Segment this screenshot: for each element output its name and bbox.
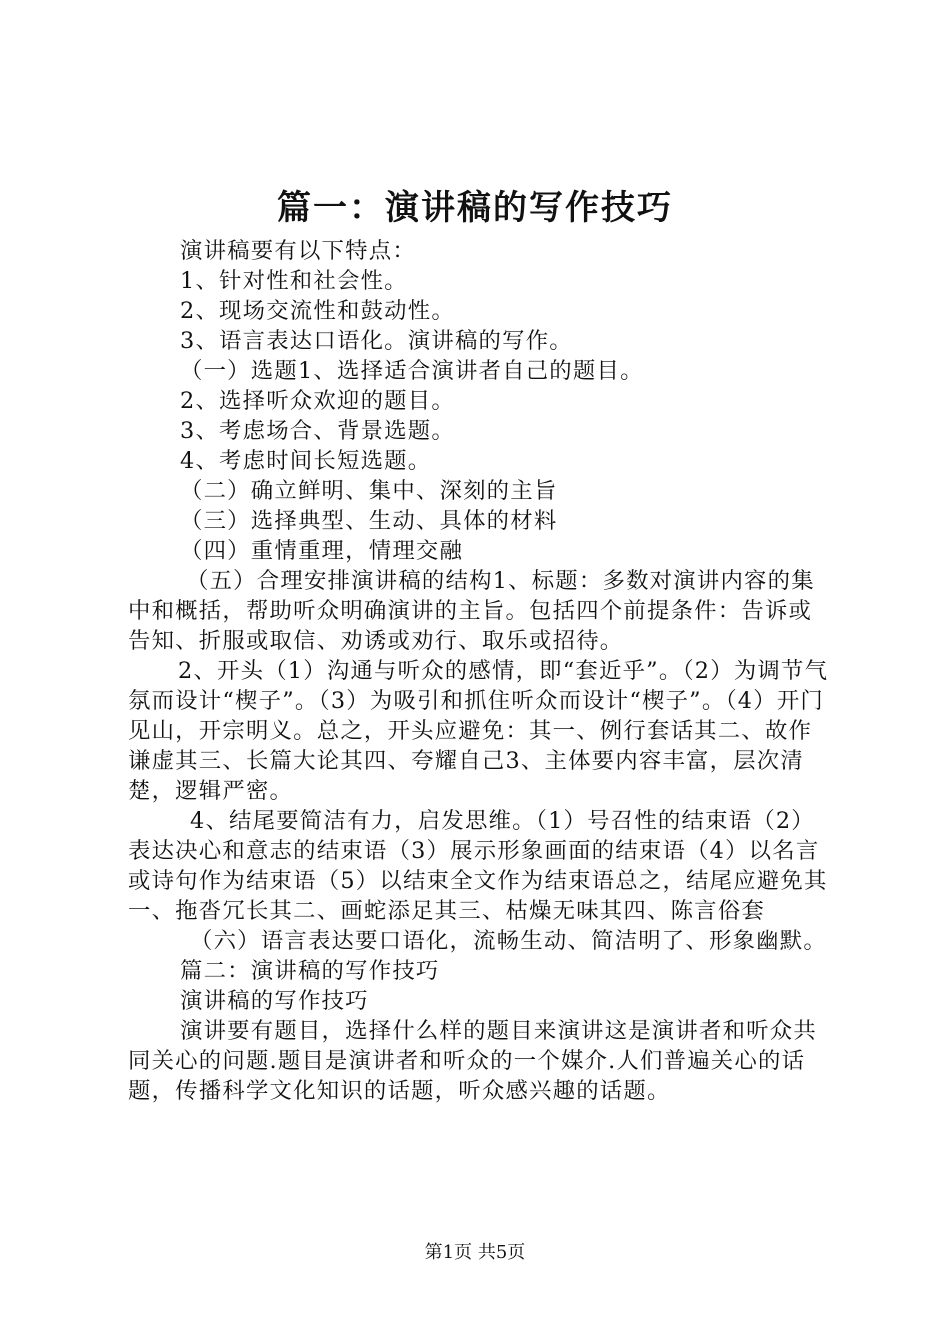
paragraph: 4、结尾要简洁有力，启发思维。（1）号召性的结束语（2）表达决心和意志的结束语（3）展示形象画面的结束语（4）以名言或诗句作为结束语（5）以结束全文作为结束语总之，结尾应避免其一、拖沓冗长其二、画蛇添足其三、枯燥无味其四、陈言俗套 xyxy=(128,808,828,924)
paragraph: （四）重情重理，情理交融 xyxy=(180,538,464,564)
paragraph: 2、现场交流性和鼓动性。 xyxy=(180,298,455,324)
paragraph: 演讲稿的写作技巧 xyxy=(180,988,369,1014)
paragraph: 演讲要有题目，选择什么样的题目来演讲这是演讲者和听众共同关心的问题.题目是演讲者和听众的一个媒介.人们普遍关心的话题，传播科学文化知识的话题，听众感兴趣的话题。 xyxy=(128,1018,817,1104)
paragraph: （二）确立鲜明、集中、深刻的主旨 xyxy=(180,478,558,504)
paragraph: 演讲稿要有以下特点： xyxy=(180,238,416,264)
paragraph: （五）合理安排演讲稿的结构1、标题：多数对演讲内容的集中和概括，帮助听众明确演讲的主旨。包括四个前提条件：告诉或告知、折服或取信、劝诱或劝行、取乐或招待。 xyxy=(128,568,815,654)
paragraph: （六）语言表达要口语化，流畅生动、简洁明了、形象幽默。 xyxy=(190,928,827,954)
page-number-footer: 第1页 共5页 xyxy=(424,1242,526,1263)
paragraph: 3、考虑场合、背景选题。 xyxy=(180,418,455,444)
paragraph: 2、选择听众欢迎的题目。 xyxy=(180,388,455,414)
document-body xyxy=(128,236,833,1106)
paragraph: 3、语言表达口语化。演讲稿的写作。 xyxy=(180,328,573,354)
paragraph: （三）选择典型、生动、具体的材料 xyxy=(180,508,558,534)
document-title: 篇一：演讲稿的写作技巧 xyxy=(277,188,673,228)
paragraph: 1、针对性和社会性。 xyxy=(180,268,408,294)
paragraph: 篇二：演讲稿的写作技巧 xyxy=(180,958,440,984)
paragraph: （一）选题1、选择适合演讲者自己的题目。 xyxy=(180,358,644,384)
paragraph: 4、考虑时间长短选题。 xyxy=(180,448,432,474)
paragraph: 2、开头（1）沟通与听众的感情，即“套近乎”。（2）为调节气氛而设计“楔子”。（3）为吸引和抓住听众而设计“楔子”。（4）开门见山，开宗明义。总之，开头应避免：其一、例行套话其二、故作谦虚其三、长篇大论其四、夸耀自己3、主体要内容丰富，层次清楚，逻辑严密。 xyxy=(128,658,829,804)
